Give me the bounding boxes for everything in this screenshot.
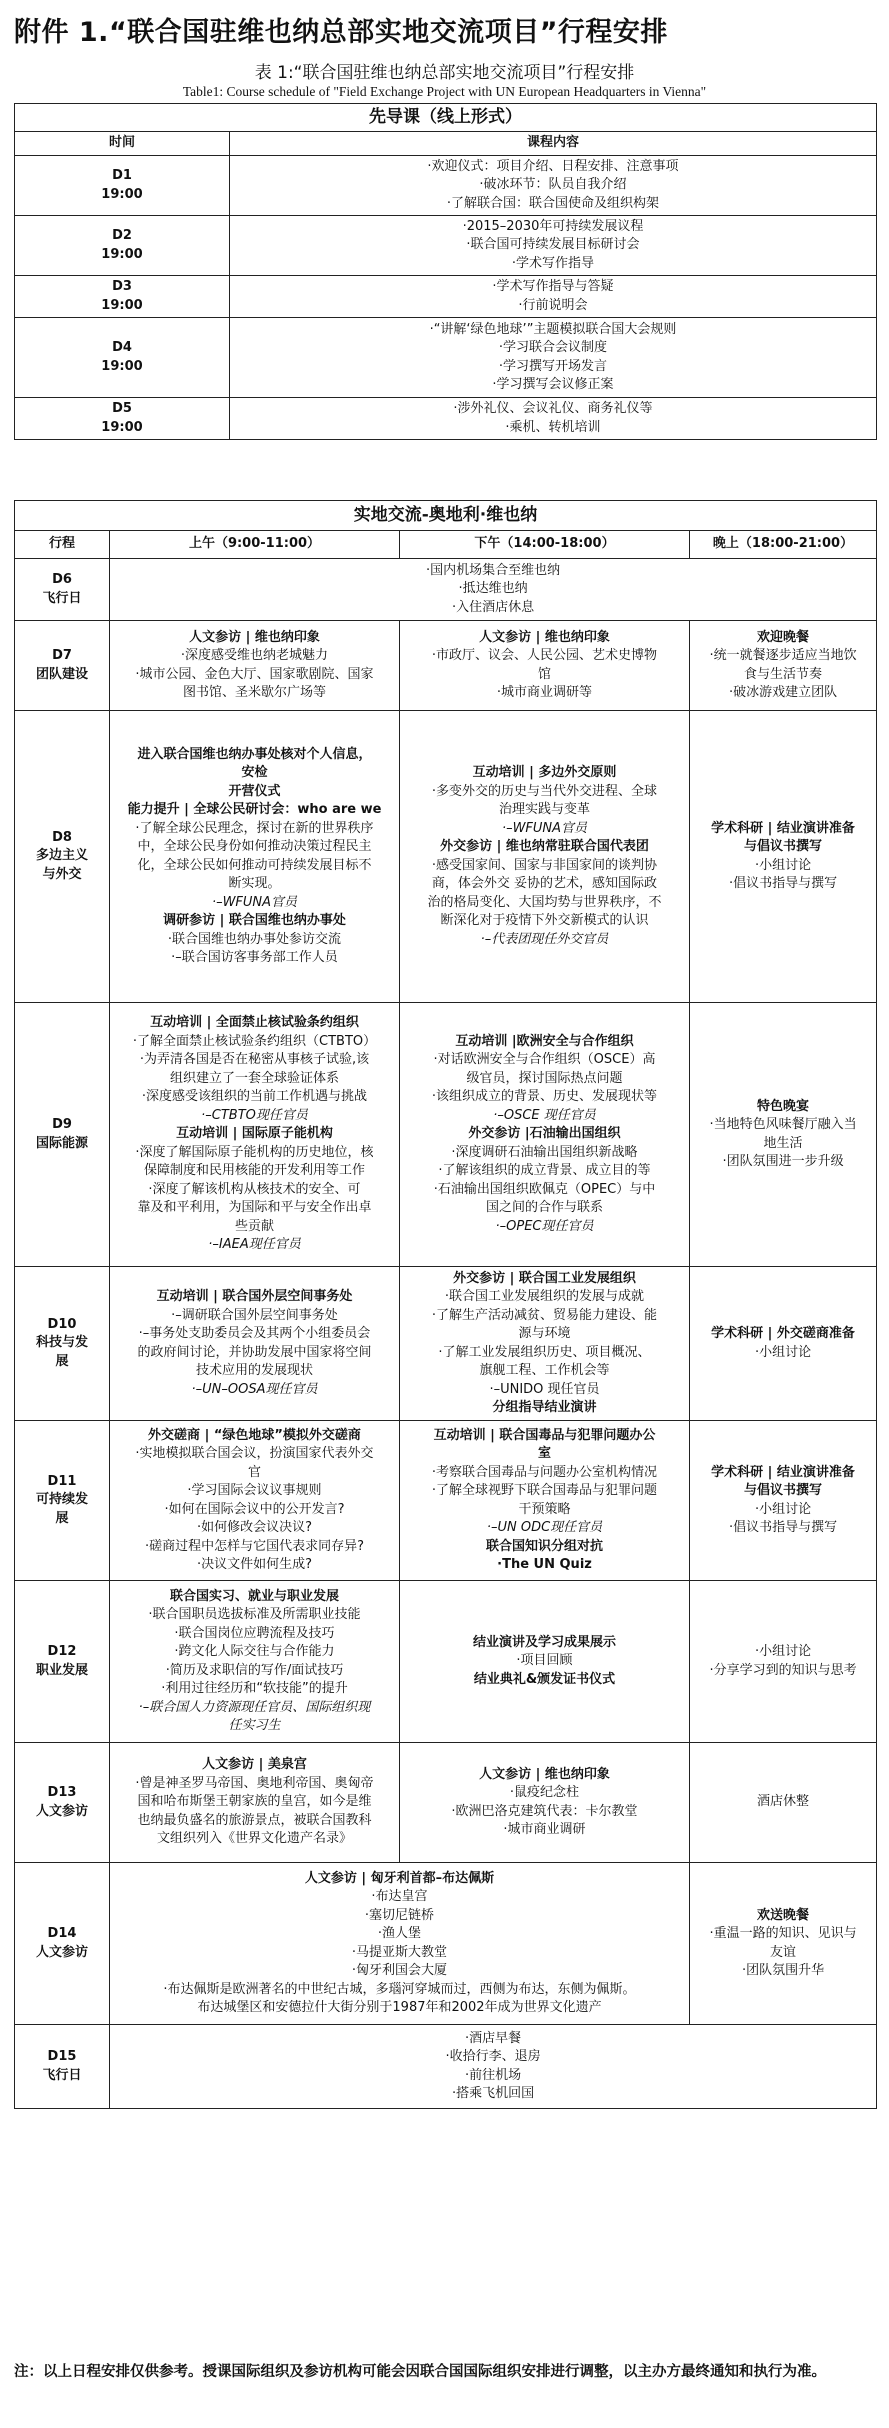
evening-cell: ·小组讨论 ·分享学习到的知识与思考 [690,1581,877,1743]
table-row [15,1421,877,1581]
content-cell: ·欢迎仪式：项目介绍、日程安排、注意事项 ·破冰环节：队员自我介绍 ·了解联合国：联合国使命及组织构架 [230,156,877,216]
table-row [15,1581,877,1743]
content-cell: ·2015–2030年可持续发展议程 ·联合国可持续发展目标研讨会 ·学术写作指导 [230,216,877,276]
day-cell: D9 国际能源 [15,1003,110,1267]
day-cell: D1 19:00 [15,156,230,216]
content-cell: ·“讲解‘绿色地球’”主题模拟联合国大会规则 ·学习联合会议制度 ·学习撰写开场发言 ·学习撰写会议修正案 [230,318,877,398]
day-trip-cell: 人文参访 | 匈牙利首都–布达佩斯 ·布达皇宫 ·塞切尼链桥 ·渔人堡 ·马提亚斯大教堂 ·匈牙利国会大厦 ·布达佩斯是欧洲著名的中世纪古城，多瑙河穿城而过，西侧为布达，东侧为佩斯。 布达城堡区和安德拉什大街分别于1987年和2002年成为世界文化遗产 [110,1863,690,2025]
pre-course-header: 先导课（线上形式） [15,104,877,132]
col-time-header: 时间 [15,132,230,156]
afternoon-cell: 外交参访 | 联合国工业发展组织 ·联合国工业发展组织的发展与成就 ·了解生产活动减贫、贸易能力建设、能 源与环境 ·了解工业发展组织历史、项目概况、 旗舰工程、工作机会等 ·–UNIDO 现任官员 分组指导结业演讲 [400,1267,690,1421]
col-morning-header: 上午（9:00-11:00） [110,531,400,559]
table-row [15,276,877,318]
day-cell: D13 人文参访 [15,1743,110,1863]
footnote: 注：以上日程安排仅供参考。授课国际组织及参访机构可能会因联合国国际组织安排进行调整，以主办方最终通知和执行为准。 [14,2364,826,2380]
day-cell: D2 19:00 [15,216,230,276]
morning-cell: 联合国实习、就业与职业发展 ·联合国职员选拔标准及所需职业技能 ·联合国岗位应聘流程及技巧 ·跨文化人际交往与合作能力 ·简历及求职信的写作/面试技巧 ·利用过往经历和“软技能”的提升 ·–联合国人力资源现任官员、国际组织现 任实习生 [110,1581,400,1743]
page-title: 附件 1.“联合国驻维也纳总部实地交流项目”行程安排 [14,17,668,48]
morning-cell: 外交磋商 | “绿色地球”模拟外交磋商 ·实地模拟联合国会议，扮演国家代表外交 官 ·学习国际会议议事规则 ·如何在国际会议中的公开发言? ·如何修改会议决议? ·磋商过程中怎样与它国代表求同存异? ·决议文件如何生成? [110,1421,400,1581]
evening-cell: 学术科研 | 外交磋商准备 ·小组讨论 [690,1267,877,1421]
morning-cell: 进入联合国维也纳办事处核对个人信息， 安检 开营仪式 能力提升 | 全球公民研讨会：who are we ·了解全球公民理念，探讨在新的世界秩序 中，全球公民身份如何推动决策过程民主 化，全球公民如何推动可持续发展目标不 断实现。 ·–WFUNA官员 调研参访 | 联合国维也纳办事处 ·联合国维也纳办事处参访交流 ·–联合国访客事务部工作人员 [110,711,400,1003]
col-evening-header: 晚上（18:00-21:00） [690,531,877,559]
table-caption-en: Table1: Course schedule of "Field Exchange Project with UN European Headquarters in Vienna" [182,84,707,99]
day-cell: D12 职业发展 [15,1581,110,1743]
day-cell: D5 19:00 [15,398,230,440]
table-row [15,559,877,621]
morning-cell: 人文参访 | 维也纳印象 ·深度感受维也纳老城魅力 ·城市公园、金色大厅、国家歌剧院、国家 图书馆、圣米歇尔广场等 [110,621,400,711]
afternoon-cell: 人文参访 | 维也纳印象 ·市政厅、议会、人民公园、艺术史博物 馆 ·城市商业调研等 [400,621,690,711]
table-row [15,711,877,1003]
day-cell: D10 科技与发 展 [15,1267,110,1421]
table-row [15,1267,877,1421]
day-cell: D14 人文参访 [15,1863,110,2025]
table-row [15,1863,877,2025]
morning-cell: 互动培训 | 全面禁止核试验条约组织 ·了解全面禁止核试验条约组织（CTBTO） ·为弄清各国是否在秘密从事核子试验,该 组织建立了一套全球验证体系 ·深度感受该组织的当前工作机遇与挑战 ·–CTBTO现任官员 互动培训 | 国际原子能机构 ·深度了解国际原子能机构的历史地位，核 保障制度和民用核能的开发利用等工作 ·深度了解该机构从核技术的安全、可 靠及和平利用，为国际和平与安全作出卓 些贡献 ·–IAEA现任官员 [110,1003,400,1267]
table-row [15,156,877,216]
day-cell: D15 飞行日 [15,2025,110,2109]
day-cell: D11 可持续发 展 [15,1421,110,1581]
pre-course-table [14,103,877,440]
table-row [15,398,877,440]
itinerary-header: 实地交流-奥地利·维也纳 [15,501,877,531]
evening-cell: 学术科研 | 结业演讲准备 与倡议书撰写 ·小组讨论 ·倡议书指导与撰写 [690,711,877,1003]
table-row [15,1003,877,1267]
afternoon-cell: 互动培训 | 多边外交原则 ·多变外交的历史与当代外交进程、全球 治理实践与变革 ·–WFUNA官员 外交参访 | 维也纳常驻联合国代表团 ·感受国家间、国家与非国家间的谈判协 商，体会外交 妥协的艺术，感知国际政 治的格局变化、大国均势与世界秩序，不 断深化对于疫情下外交新模式的认识 ·–代表团现任外交官员 [400,711,690,1003]
evening-cell: 酒店休整 [690,1743,877,1863]
col-content-header: 课程内容 [230,132,877,156]
evening-cell: 欢送晚餐 ·重温一路的知识、见识与 友谊 ·团队氛围升华 [690,1863,877,2025]
afternoon-cell: 互动培训 |欧洲安全与合作组织 ·对话欧洲安全与合作组织（OSCE）高 级官员，探讨国际热点问题 ·该组织成立的背景、历史、发展现状等 ·–OSCE 现任官员 外交参访 |石油输出国组织 ·深度调研石油输出国组织新战略 ·了解该组织的成立背景、成立目的等 ·石油输出国组织欧佩克（OPEC）与中 国之间的合作与联系 ·–OPEC现任官员 [400,1003,690,1267]
table-caption-cn: 表 1:“联合国驻维也纳总部实地交流项目”行程安排 [254,63,635,83]
evening-cell: 特色晚宴 ·当地特色风味餐厅融入当 地生活 ·团队氛围进一步升级 [690,1003,877,1267]
schedule-cell: ·酒店早餐 ·收拾行李、退房 ·前往机场 ·搭乘飞机回国 [110,2025,877,2109]
afternoon-cell: 互动培训 | 联合国毒品与犯罪问题办公 室 ·考察联合国毒品与问题办公室机构情况 ·了解全球视野下联合国毒品与犯罪问题 干预策略 ·–UN ODC现任官员 联合国知识分组对抗 ·The UN Quiz [400,1421,690,1581]
table-row [15,2025,877,2109]
afternoon-cell: 人文参访 | 维也纳印象 ·鼠疫纪念柱 ·欧洲巴洛克建筑代表：卡尔教堂 ·城市商业调研 [400,1743,690,1863]
table-row [15,318,877,398]
col-afternoon-header: 下午（14:00-18:00） [400,531,690,559]
col-itinerary-header: 行程 [15,531,110,559]
morning-cell: 人文参访 | 美泉宫 ·曾是神圣罗马帝国、奥地利帝国、奥匈帝 国和哈布斯堡王朝家族的皇宫，如今是维 也纳最负盛名的旅游景点，被联合国教科 文组织列入《世界文化遗产名录》 [110,1743,400,1863]
day-cell: D3 19:00 [15,276,230,318]
schedule-cell: ·国内机场集合至维也纳 ·抵达维也纳 ·入住酒店休息 [110,559,877,621]
morning-cell: 互动培训 | 联合国外层空间事务处 ·–调研联合国外层空间事务处 ·–事务处支助委员会及其两个小组委员会 的政府间讨论，并协助发展中国家将空间 技术应用的发展现状 ·–UN–OOSA现任官员 [110,1267,400,1421]
day-cell: D6 飞行日 [15,559,110,621]
day-cell: D7 团队建设 [15,621,110,711]
evening-cell: 学术科研 | 结业演讲准备 与倡议书撰写 ·小组讨论 ·倡议书指导与撰写 [690,1421,877,1581]
day-cell: D8 多边主义 与外交 [15,711,110,1003]
table-row [15,216,877,276]
evening-cell: 欢迎晚餐 ·统一就餐逐步适应当地饮 食与生活节奏 ·破冰游戏建立团队 [690,621,877,711]
afternoon-cell: 结业演讲及学习成果展示 ·项目回顾 结业典礼&颁发证书仪式 [400,1581,690,1743]
content-cell: ·学术写作指导与答疑 ·行前说明会 [230,276,877,318]
table-row [15,1743,877,1863]
itinerary-table [14,500,877,2109]
content-cell: ·涉外礼仪、会议礼仪、商务礼仪等 ·乘机、转机培训 [230,398,877,440]
table-row [15,621,877,711]
day-cell: D4 19:00 [15,318,230,398]
